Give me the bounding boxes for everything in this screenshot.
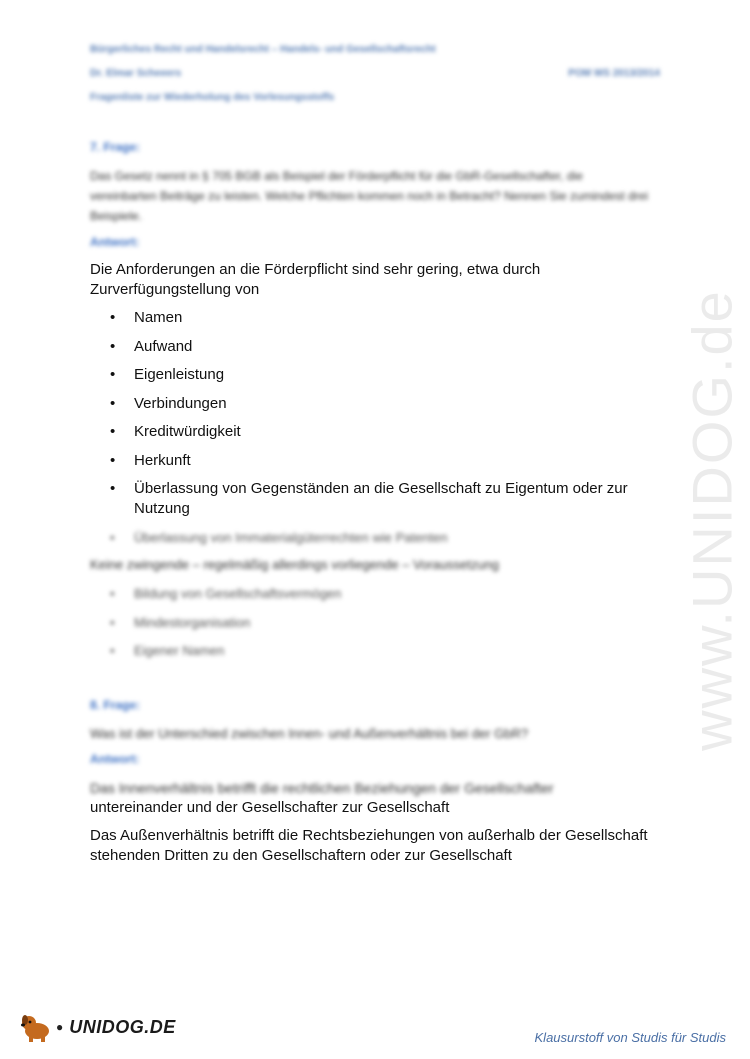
answer-7-faded-list xyxy=(90,528,650,557)
logo-text: UNIDOG.DE xyxy=(69,1016,176,1037)
watermark: www.UNIDOG.de xyxy=(680,289,744,751)
list-item: • Aufwand xyxy=(90,337,650,357)
header-lecturer: Dr. Elmar Scheeers xyxy=(90,68,182,79)
question-7-answer-label: Antwort: xyxy=(90,235,140,249)
list-item: • Verbindungen xyxy=(90,394,650,414)
answer-7-note-list xyxy=(90,584,650,670)
header-course-title: Bürgerliches Recht und Handelsrecht – Handels- und Gesellschaftsrecht xyxy=(90,44,436,55)
answer-8-paragraph-2: Das Außenverhältnis betrifft die Rechtsbeziehungen von außerhalb der Gesellschaft stehenden Dritten zu den Gesellschaftern oder zur Gesellschaft xyxy=(90,827,648,864)
list-item: • Überlassung von Immaterialgüterrechten wie Patenten xyxy=(90,528,650,548)
answer-7-note: Keine zwingende – regelmäßig allerdings vorliegende – Voraussetzung xyxy=(90,557,500,572)
list-item: • Namen xyxy=(90,308,650,328)
list-item: • Mindestorganisation xyxy=(90,613,650,633)
unidog-logo xyxy=(20,1012,176,1042)
answer-8-paragraph-1-blurred: Das Innenverhältnis betrifft die rechtlichen Beziehungen der Gesellschafter xyxy=(90,780,554,796)
question-7-answer-intro: Die Anforderungen an die Förderpflicht sind sehr gering, etwa durch Zurverfügungstellung von xyxy=(90,261,541,298)
paw-icon: ● xyxy=(56,1020,64,1034)
question-7-title: 7. Frage: xyxy=(90,140,141,154)
footer-tagline: Klausurstoff von Studis für Studis xyxy=(534,1030,726,1045)
header-semester: POM WS 2013/2014 xyxy=(568,68,660,79)
question-8-answer-label: Antwort: xyxy=(90,752,140,766)
list-item: • Bildung von Gesellschaftsvermögen xyxy=(90,584,650,604)
list-item: • Kreditwürdigkeit xyxy=(90,422,650,442)
header-subtitle: Fragenliste zur Wiederholung des Vorlesungsstoffs xyxy=(90,92,335,103)
list-item: • Eigenleistung xyxy=(90,365,650,385)
question-8-text: Was ist der Unterschied zwischen Innen- und Außenverhältnis bei der GbR? xyxy=(90,726,529,741)
list-item: • Überlassung von Gegenständen an die Gesellschaft zu Eigentum oder zur Nutzung xyxy=(90,479,650,519)
answer-7-list xyxy=(90,308,650,528)
question-7-text: Das Gesetz nennt in § 705 BGB als Beispiel der Förderpflicht für die GbR-Gesellschafter, die vereinbarten Beiträge zu leisten. Welche Pflichten kommen noch in Betracht? Nennen Sie zumindest drei Beispiele. xyxy=(90,169,649,223)
question-8-title: 8. Frage: xyxy=(90,698,141,712)
answer-8-paragraph-1: untereinander und der Gesellschafter zur Gesellschaft xyxy=(90,799,450,816)
list-item: • Herkunft xyxy=(90,451,650,471)
list-item: • Eigener Namen xyxy=(90,641,650,661)
dog-icon xyxy=(20,1012,54,1042)
